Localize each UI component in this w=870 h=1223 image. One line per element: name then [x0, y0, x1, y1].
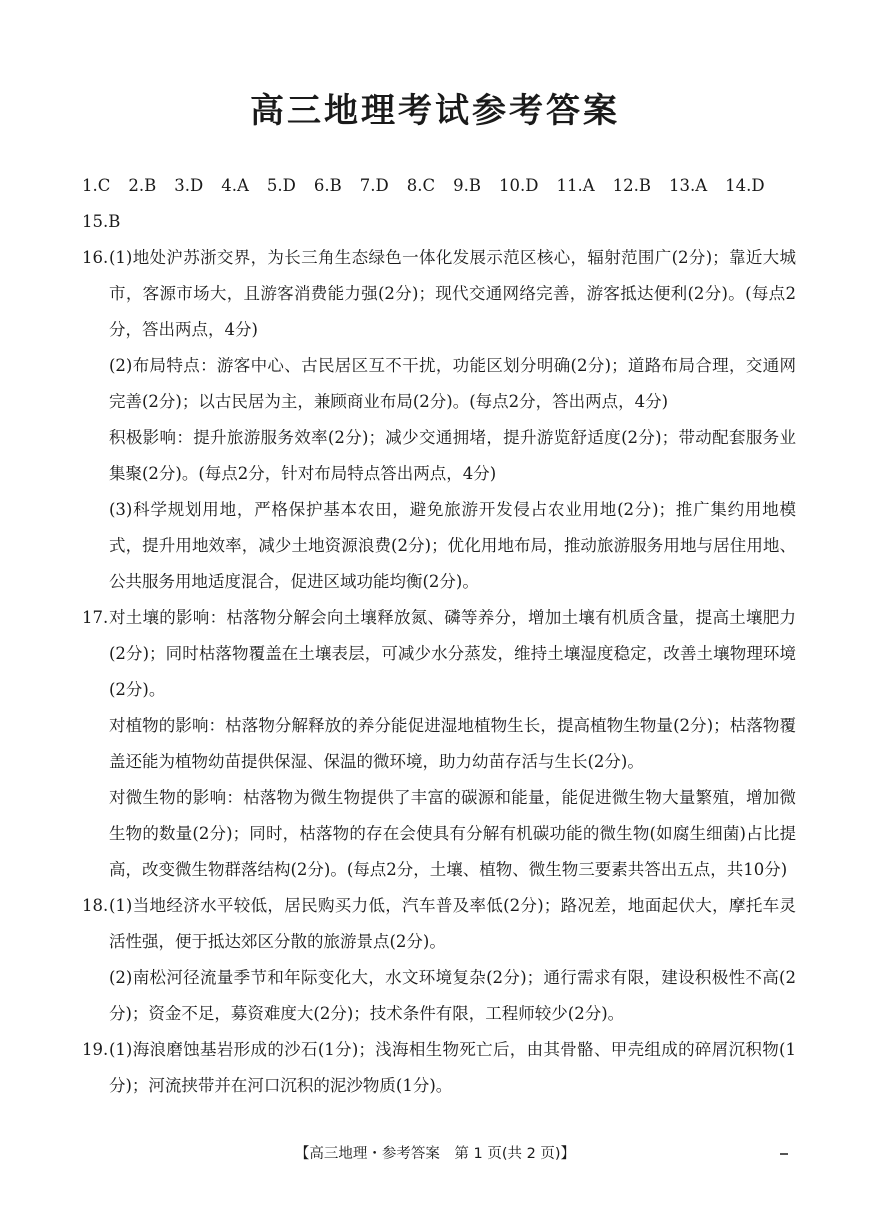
answer-paragraph: (3)科学规划用地，严格保护基本农田，避免旅游开发侵占农业用地(2分)；推广集约用地模式，提升用地效率，减少土地资源浪费(2分)；优化用地布局，推动旅游服务用地与居住用地、公共服务用地适度混合，促进区域功能均衡(2分)。: [109, 500, 796, 591]
page-title: 高三地理考试参考答案: [250, 91, 620, 131]
mc-answer: 1.C: [82, 176, 111, 195]
page-footer: 【高三地理・参考答案 第 1 页(共 2 页)】: [294, 1146, 576, 1162]
mc-answer: 9.B: [453, 176, 481, 195]
question-number: 18.: [82, 896, 109, 915]
answer-paragraph: 对土壤的影响：枯落物分解会向土壤释放氮、磷等养分，增加土壤有机质含量，提高土壤肥力(2分)；同时枯落物覆盖在土壤表层，可减少水分蒸发，维持土壤湿度稳定，改善土壤物理环境(2分)。: [109, 608, 796, 699]
corner-mark: [780, 1153, 788, 1155]
mc-answer: 14.D: [725, 176, 765, 195]
question-16: [82, 240, 796, 600]
mc-answer: 11.A: [556, 176, 595, 195]
mc-answer: 3.D: [174, 176, 204, 195]
question-number: 17.: [82, 608, 109, 627]
mc-answer: 7.D: [359, 176, 389, 195]
mc-answer: 6.B: [313, 176, 342, 195]
answer-paragraph: 对植物的影响：枯落物分解释放的养分能促进湿地植物生长，提高植物生物量(2分)；枯落物覆盖还能为植物幼苗提供保湿、保温的微环境，助力幼苗存活与生长(2分)。: [109, 716, 796, 771]
mc-answer: 10.D: [499, 176, 539, 195]
answer-content: [82, 168, 796, 1104]
answer-paragraph: (2)布局特点：游客中心、古民居区互不干扰，功能区划分明确(2分)；道路布局合理，交通网完善(2分)；以古民居为主，兼顾商业布局(2分)。(每点2分，答出两点，4分): [109, 356, 796, 411]
mc-answer: 5.D: [266, 176, 296, 195]
question-number: 16.: [82, 248, 109, 267]
answer-paragraph: 对微生物的影响：枯落物为微生物提供了丰富的碳源和能量，能促进微生物大量繁殖，增加微生物的数量(2分)；同时，枯落物的存在会使具有分解有机碳功能的微生物(如腐生细菌)占比提高，改变微生物群落结构(2分)。(每点2分，土壤、植物、微生物三要素共答出五点，共10分): [109, 788, 796, 879]
answer-paragraph: (2)南松河径流量季节和年际变化大，水文环境复杂(2分)；通行需求有限，建设积极性不高(2分)；资金不足，募资难度大(2分)；技术条件有限，工程师较少(2分)。: [109, 968, 796, 1023]
mc-answer: 8.C: [406, 176, 436, 195]
mc-answer: 12.B: [612, 176, 652, 195]
answer-paragraph: (1)海浪磨蚀基岩形成的沙石(1分)；浅海相生物死亡后，由其骨骼、甲壳组成的碎屑沉积物(1分)；河流挟带并在河口沉积的泥沙物质(1分)。: [109, 1040, 796, 1095]
answer-paragraph: 积极影响：提升旅游服务效率(2分)；减少交通拥堵，提升游览舒适度(2分)；带动配套服务业集聚(2分)。(每点2分，针对布局特点答出两点，4分): [109, 428, 796, 483]
mc-answer: 13.A: [669, 176, 708, 195]
mc-answer: 2.B: [128, 176, 157, 195]
question-18: [82, 888, 796, 1032]
multiple-choice-answers: [82, 168, 796, 204]
answer-paragraph: (1)当地经济水平较低，居民购买力低，汽车普及率低(2分)；路况差，地面起伏大，摩托车灵活性强，便于抵达郊区分散的旅游景点(2分)。: [109, 896, 796, 951]
question-17: [82, 600, 796, 888]
question-19: [82, 1032, 796, 1104]
mc-answer: 4.A: [221, 176, 249, 195]
mc-answer-last: 15.B: [82, 212, 121, 231]
answer-paragraph: (1)地处沪苏浙交界，为长三角生态绿色一体化发展示范区核心，辐射范围广(2分)；靠近大城市，客源市场大，且游客消费能力强(2分)；现代交通网络完善，游客抵达便利(2分)。(每点2分，答出两点，4分): [109, 248, 796, 339]
question-number: 19.: [82, 1040, 109, 1059]
